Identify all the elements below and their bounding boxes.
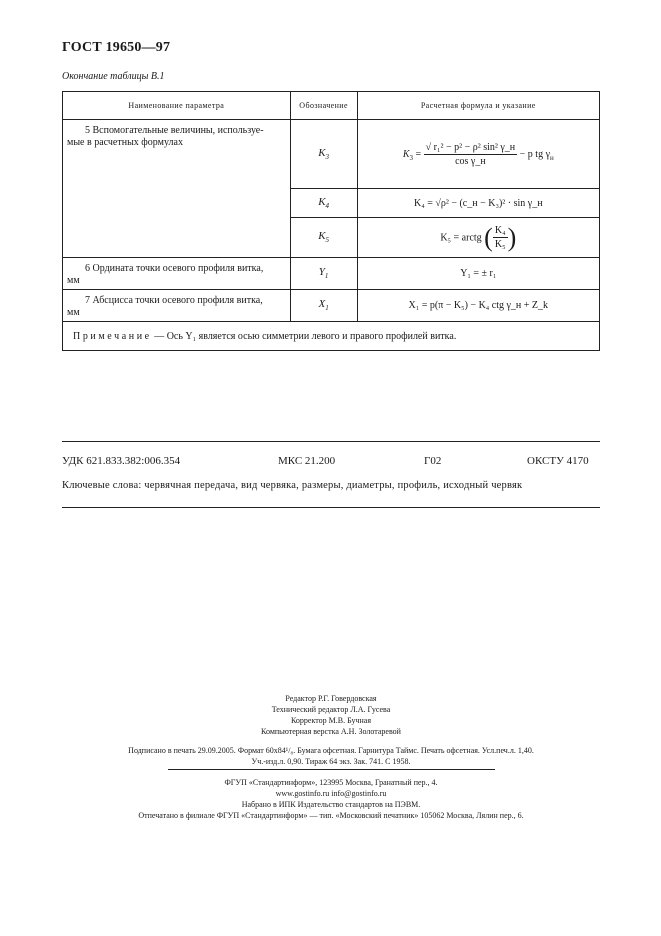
formula-y1: Y₁ = ± r₁ — [357, 258, 599, 290]
table-caption: Окончание таблицы В.1 — [62, 71, 165, 82]
tech-editor-line: Технический редактор Л.А. Гусева — [271, 705, 391, 714]
table-row — [63, 290, 600, 322]
symbol-k5: $K_5$ — [290, 218, 357, 258]
group-code: Г02 — [424, 455, 442, 467]
symbol-x1: $X_1$ — [290, 290, 357, 322]
typeset-line: Набрано в ИПК Издательство стандартов на ПЭВМ. — [241, 800, 421, 809]
print-info-line-2: Уч.-изд.л. 0,90. Тираж 64 экз. Зак. 741. С 1958. — [251, 757, 411, 766]
table-header-row — [63, 92, 600, 120]
column-header-name: Наименование параметра — [63, 92, 291, 120]
divider — [62, 507, 600, 508]
printer-line: Отпечатано в филиале ФГУП «Стандартинформ» — тип. «Московский печатник» 105062 Москва, Лялин пер., 6. — [138, 811, 524, 820]
fraction: $\frac{\text{K₄}}{\text{K₅}}$ — [494, 225, 506, 250]
document-header: ГОСТ 19650—97 — [62, 40, 171, 55]
symbol-y1: $Y_1$ — [290, 258, 357, 290]
symbol-k4: $K_4$ — [290, 189, 357, 218]
layout-line: Компьютерная верстка А.Н. Золотаревой — [261, 727, 401, 736]
row-label-ordinate: 6 Ордината точки осевого профиля витка, мм — [63, 258, 291, 290]
column-header-symbol: Обозначение — [290, 92, 357, 120]
formula-k3: $K_3$ = $\frac{\text{√ r₁² − p² − ρ² sin² γ\_н}}{\text{cos γ\_н}}$ − p tg $\gamma_н$ — [357, 120, 599, 189]
row-label-auxiliary: 5 Вспомогательные величины, используе- мые в расчетных формулах — [63, 120, 291, 258]
publisher-web-line: www.gostinfo.ru info@gostinfo.ru — [275, 789, 387, 798]
corrector-line: Корректор М.В. Бучная — [290, 716, 372, 725]
formula-k4: K₄ = √ρ² − (c_н − K₃)² · sin γ_н — [357, 189, 599, 218]
okstu-code: ОКСТУ 4170 — [527, 455, 589, 467]
divider — [62, 441, 600, 442]
divider — [168, 769, 495, 770]
row-label-abscissa: 7 Абсцисса точки осевого профиля витка, мм — [63, 290, 291, 322]
publisher-line: ФГУП «Стандартинформ», 123995 Москва, Гранатный пер., 4. — [224, 778, 438, 787]
table-row — [63, 258, 600, 290]
udk-code: УДК 621.833.382:006.354 — [62, 455, 181, 467]
table-note: Примечание — Ось Y₁ является осью симметрии левого и правого профилей витка. — [63, 322, 600, 351]
parameters-table — [62, 91, 600, 351]
table-row — [63, 120, 600, 189]
editor-line: Редактор Р.Г. Говердовская — [285, 694, 377, 703]
print-info-line: Подписано в печать 29.09.2005. Формат 60x84¹/₈. Бумага офсетная. Гарнитура Таймс. Печать офсетная. Усл.печ.л. 1,40. — [128, 746, 534, 755]
symbol-k3: $K_3$ — [290, 120, 357, 189]
fraction: $\frac{\text{√ r₁² − p² − ρ² sin² γ\_н}}{\text{cos γ\_н}}$ — [425, 141, 516, 167]
column-header-formula: Расчетная формула и указание — [357, 92, 599, 120]
formula-k5: K₅ = arctg ( $\frac{\text{K₄}}{\text{K₅}}$ ) — [357, 218, 599, 258]
mks-code: МКС 21.200 — [278, 455, 336, 467]
formula-x1: X₁ = p(π − K₅) − K₄ ctg γ_н + Z_k — [357, 290, 599, 322]
keywords: Ключевые слова: червячная передача, вид червяка, размеры, диаметры, профиль, исходный червяк — [62, 480, 523, 491]
table-note-row — [63, 322, 600, 351]
